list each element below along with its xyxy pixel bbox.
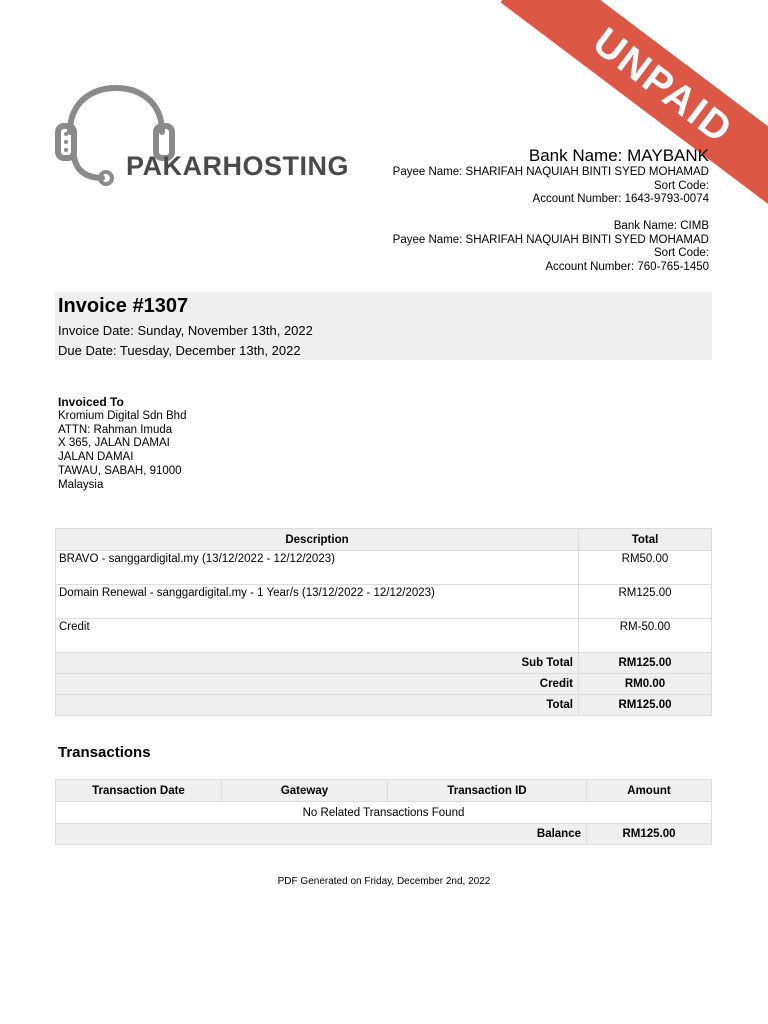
summary-value: RM125.00 bbox=[579, 653, 712, 674]
item-total: RM50.00 bbox=[579, 551, 712, 585]
sort-code: Sort Code: bbox=[654, 247, 709, 260]
column-header-gateway: Gateway bbox=[222, 780, 388, 802]
address-line: Kromium Digital Sdn Bhd bbox=[58, 409, 187, 422]
payee-name: Payee Name: SHARIFAH NAQUIAH BINTI SYED MOHAMAD bbox=[392, 166, 709, 178]
address-line: ATTN: Rahman Imuda bbox=[58, 423, 173, 436]
column-header-transaction-id: Transaction ID bbox=[388, 780, 587, 802]
address-line: JALAN DAMAI bbox=[58, 451, 134, 464]
item-description: BRAVO - sanggardigital.my (13/12/2022 - 12/12/2023) bbox=[56, 551, 579, 585]
column-header-amount: Amount bbox=[587, 780, 712, 802]
bank-info-maybank bbox=[393, 146, 709, 207]
column-header-description: Description bbox=[56, 529, 579, 551]
bank-name: Bank Name: CIMB bbox=[613, 220, 709, 232]
empty-transactions-message: No Related Transactions Found bbox=[56, 802, 712, 824]
table-header-row bbox=[56, 529, 712, 551]
invoiced-to-heading: Invoiced To bbox=[58, 395, 124, 409]
items-table bbox=[55, 528, 712, 716]
address-line: X 365, JALAN DAMAI bbox=[58, 437, 170, 450]
summary-row-total bbox=[56, 695, 712, 716]
bank-info-cimb bbox=[393, 220, 709, 275]
sort-code: Sort Code: bbox=[654, 179, 709, 192]
item-description: Credit bbox=[56, 619, 579, 653]
account-number: Account Number: 760-765-1450 bbox=[545, 261, 709, 274]
item-description: Domain Renewal - sanggardigital.my - 1 Year/s (13/12/2022 - 12/12/2023) bbox=[56, 585, 579, 619]
summary-value: RM0.00 bbox=[579, 674, 712, 695]
summary-label: Total bbox=[56, 695, 579, 716]
summary-row-subtotal bbox=[56, 653, 712, 674]
table-row bbox=[56, 585, 712, 619]
item-total: RM-50.00 bbox=[579, 619, 712, 653]
summary-value: RM125.00 bbox=[579, 695, 712, 716]
bank-name: Bank Name: MAYBANK bbox=[528, 146, 709, 165]
item-total: RM125.00 bbox=[579, 585, 712, 619]
column-header-transaction-date: Transaction Date bbox=[56, 780, 222, 802]
address-line: TAWAU, SABAH, 91000 bbox=[58, 464, 182, 477]
footer-generated-note: PDF Generated on Friday, December 2nd, 2022 bbox=[277, 876, 491, 887]
column-header-total: Total bbox=[579, 529, 712, 551]
unpaid-ribbon: UNPAID bbox=[501, 0, 768, 219]
brand-name: PAKARHOSTING bbox=[126, 151, 350, 181]
invoice-date: Invoice Date: Sunday, November 13th, 2022 bbox=[58, 323, 313, 338]
summary-row-credit bbox=[56, 674, 712, 695]
transactions-table bbox=[55, 779, 712, 845]
table-row bbox=[56, 802, 712, 824]
summary-label: Credit bbox=[56, 674, 579, 695]
invoiced-to bbox=[58, 396, 186, 493]
balance-row bbox=[56, 824, 712, 845]
table-header-row bbox=[56, 780, 712, 802]
invoice-title: Invoice #1307 bbox=[58, 295, 189, 317]
balance-value: RM125.00 bbox=[587, 824, 712, 845]
summary-label: Sub Total bbox=[56, 653, 579, 674]
transactions-title: Transactions bbox=[58, 744, 151, 761]
due-date: Due Date: Tuesday, December 13th, 2022 bbox=[58, 343, 301, 358]
payee-name: Payee Name: SHARIFAH NAQUIAH BINTI SYED MOHAMAD bbox=[392, 233, 709, 246]
table-row bbox=[56, 551, 712, 585]
address-line: Malaysia bbox=[58, 478, 104, 491]
account-number: Account Number: 1643-9793-0074 bbox=[532, 193, 709, 206]
table-row bbox=[56, 619, 712, 653]
balance-label: Balance bbox=[56, 824, 587, 845]
invoice-header bbox=[55, 292, 712, 360]
